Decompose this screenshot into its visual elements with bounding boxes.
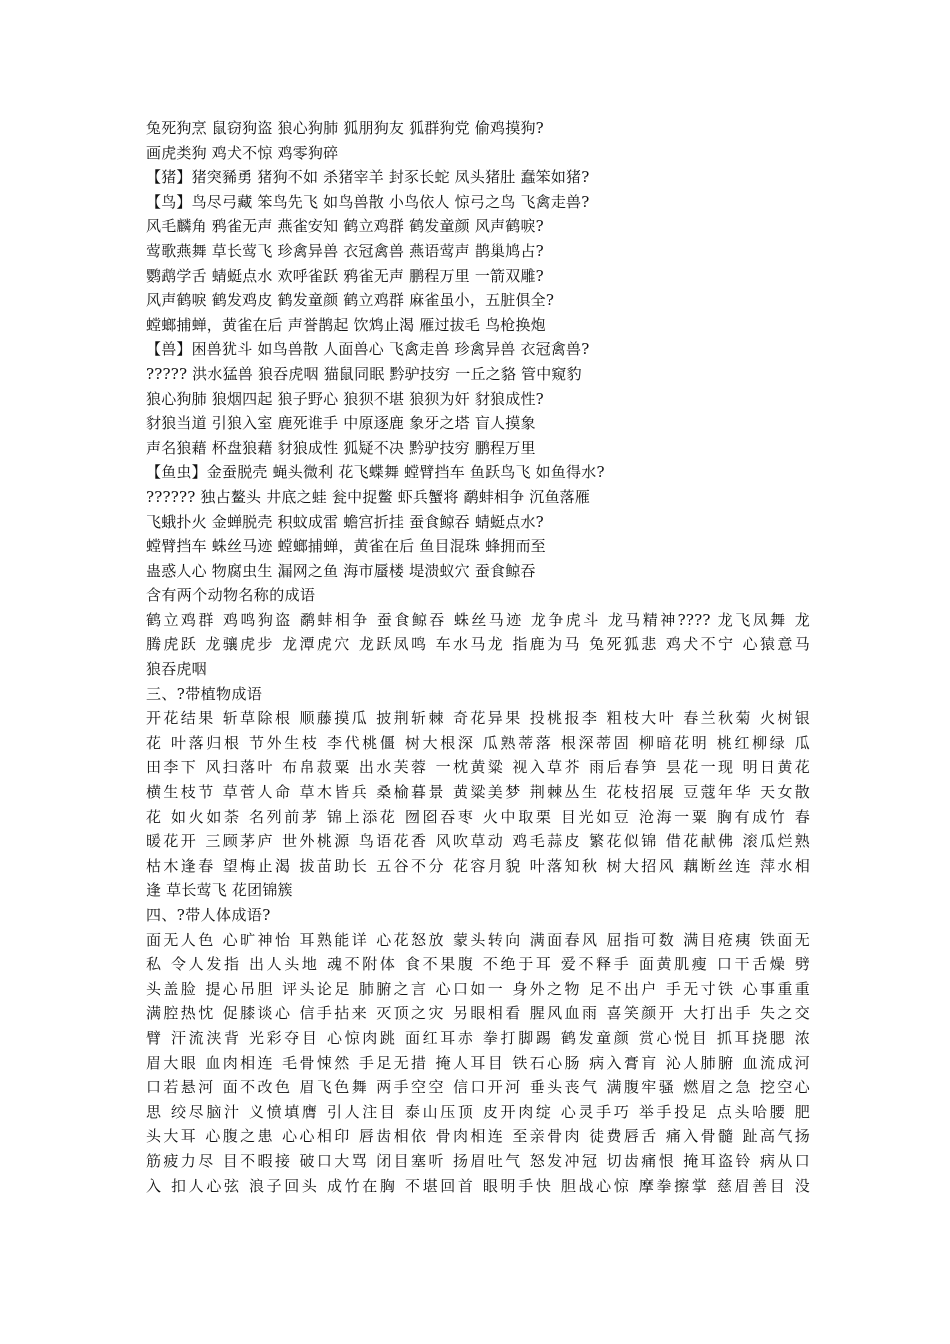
text-line: 腾虎跃 龙骧虎步 龙潭虎穴 龙跃凤鸣 车水马龙 指鹿为马 兔死狐悲 鸡犬不宁 心猿意马 [146, 635, 810, 654]
text-line: 【猪】猪突豨勇 猪狗不如 杀猪宰羊 封豕长蛇 凤头猪肚 蠢笨如猪? [146, 168, 590, 187]
text-line: 臂 汗流浃背 光彩夺目 心惊肉跳 面红耳赤 拳打脚踢 鹤发童颜 赏心悦目 抓耳挠腮 浓 [146, 1028, 810, 1047]
text-line: 螳臂挡车 蛛丝马迹 螳螂捕蝉，黄雀在后 鱼目混珠 蜂拥而至 [146, 537, 546, 556]
text-line: 枯木逢春 望梅止渴 拔苗助长 五谷不分 花容月貌 叶落知秋 树大招风 藕断丝连 萍水相 [146, 856, 810, 875]
section-heading: 四、?带人体成语? [146, 906, 271, 924]
document-body [146, 116, 810, 1198]
text-line: 莺歌燕舞 草长莺飞 珍禽异兽 衣冠禽兽 燕语莺声 鹊巢鸠占? [146, 241, 544, 260]
text-line: 风声鹤唳 鹤发鸡皮 鹤发童颜 鹤立鸡群 麻雀虽小，五脏俱全? [146, 291, 555, 310]
text-line: 【兽】困兽犹斗 如鸟兽散 人面兽心 飞禽走兽 珍禽异兽 衣冠禽兽? [146, 340, 590, 359]
text-line: 鹦鹉学舌 蜻蜓点水 欢呼雀跃 鸦雀无声 鹏程万里 一箭双雕? [146, 266, 544, 285]
text-line: 面无人色 心旷神怡 耳熟能详 心花怒放 蒙头转向 满面春风 屈指可数 满目疮痍 铁面无 [146, 930, 810, 949]
text-line: 鹤立鸡群 鸡鸣狗盗 鹬蚌相争 蚕食鲸吞 蛛丝马迹 龙争虎斗 龙马精神???? 龙飞凤舞 龙 [146, 610, 810, 629]
text-line: 兔死狗烹 鼠窃狗盗 狼心狗肺 狐朋狗友 狐群狗党 偷鸡摸狗? [146, 119, 544, 137]
text-line: 花 如火如荼 名列前茅 锦上添花 囫囵吞枣 火中取栗 目光如豆 沧海一粟 胸有成竹 春 [146, 807, 810, 826]
text-line: 头大耳 心腹之患 心心相印 唇齿相依 骨肉相连 至亲骨肉 徒费唇舌 痛入骨髓 趾高气扬 [146, 1127, 810, 1146]
text-line: 眉大眼 血肉相连 毛骨悚然 手足无措 掩人耳目 铁石心肠 病入膏肓 沁人肺腑 血流成河 [146, 1053, 810, 1072]
text-line: 筋疲力尽 目不暇接 破口大骂 闭目塞听 扬眉吐气 怒发冲冠 切齿痛恨 掩耳盗铃 病从口 [146, 1151, 810, 1170]
text-line: 花 叶落归根 节外生枝 李代桃僵 树大根深 瓜熟蒂落 根深蒂固 柳暗花明 桃红柳绿 瓜 [146, 733, 810, 752]
text-line: 画虎类狗 鸡犬不惊 鸡零狗碎 [146, 143, 339, 162]
text-line: 田李下 风扫落叶 布帛菽粟 出水芙蓉 一枕黄粱 视入草芥 雨后春笋 昙花一现 明日黄花 [146, 758, 810, 777]
text-line: 头盖脸 提心吊胆 评头论足 肺腑之言 心口如一 身外之物 足不出户 手无寸铁 心事重重 [146, 979, 810, 998]
text-line: 横生枝节 草菅人命 草木皆兵 桑榆暮景 黄粱美梦 荆棘丛生 花枝招展 豆蔻年华 天女散 [146, 783, 810, 802]
section-heading: 三、?带植物成语 [146, 684, 263, 703]
text-line: 暖花开 三顾茅庐 世外桃源 鸟语花香 风吹草动 鸡毛蒜皮 繁花似锦 借花献佛 滚瓜烂熟 [146, 832, 810, 851]
text-line: 满腔热忱 促膝谈心 信手拈来 灭顶之灾 另眼相看 腥风血雨 喜笑颜开 大打出手 失之交 [146, 1004, 810, 1023]
text-line: 思 绞尽脑汁 义愤填膺 引人注目 泰山压顶 皮开肉绽 心灵手巧 举手投足 点头哈腰 肥 [146, 1102, 810, 1121]
text-line: 豺狼当道 引狼入室 鹿死谁手 中原逐鹿 象牙之塔 盲人摸象 [146, 414, 536, 433]
text-line: 开花结果 斩草除根 顺藤摸瓜 披荆斩棘 奇花异果 投桃报李 粗枝大叶 春兰秋菊 火树银 [146, 709, 810, 728]
section-heading: 含有两个动物名称的成语 [146, 586, 316, 605]
text-line: 声名狼藉 杯盘狼藉 豺狼成性 狐疑不决 黔驴技穷 鹏程万里 [146, 438, 536, 457]
text-line: 狼心狗肺 狼烟四起 狼子野心 狼狈不堪 狼狈为奸 豺狼成性? [146, 389, 544, 408]
text-line: 【鱼虫】金蚕脱壳 蝇头微利 花飞蝶舞 螳臂挡车 鱼跃鸟飞 如鱼得水? [146, 463, 605, 482]
text-line: 逢 草长莺飞 花团锦簇 [146, 881, 293, 900]
text-line: 私 令人发指 出人头地 魂不附体 食不果腹 不绝于耳 爱不释手 面黄肌瘦 口干舌燥 劈 [146, 955, 810, 974]
text-line: 口若悬河 面不改色 眉飞色舞 两手空空 信口开河 垂头丧气 满腹牢骚 燃眉之急 挖空心 [146, 1078, 810, 1097]
text-line: 【鸟】鸟尽弓藏 笨鸟先飞 如鸟兽散 小鸟依人 惊弓之鸟 飞禽走兽? [146, 192, 590, 211]
text-line: ?????? 独占鳌头 井底之蛙 瓮中捉鳖 虾兵蟹将 鹬蚌相争 沉鱼落雁 [146, 487, 591, 506]
text-line: 飞蛾扑火 金蝉脱壳 积蚊成雷 蟾宫折挂 蚕食鲸吞 蜻蜓点水? [146, 512, 544, 531]
text-line: 狼吞虎咽 [146, 660, 207, 679]
text-line: 蛊惑人心 物腐虫生 漏网之鱼 海市蜃楼 堤溃蚁穴 蚕食鲸吞 [146, 561, 536, 580]
text-line: 入 扣人心弦 浪子回头 成竹在胸 不堪回首 眼明手快 胆战心惊 摩拳擦掌 慈眉善目 没 [146, 1176, 810, 1195]
text-line: ????? 洪水猛兽 狼吞虎咽 猫鼠同眠 黔驴技穷 一丘之貉 管中窥豹 [146, 364, 582, 383]
text-line: 螳螂捕蝉，黄雀在后 声誉鹊起 饮鸩止渴 雁过拔毛 鸟枪换炮 [146, 315, 546, 334]
text-line: 风毛麟角 鸦雀无声 燕雀安知 鹤立鸡群 鹤发童颜 风声鹤唳? [146, 217, 544, 236]
